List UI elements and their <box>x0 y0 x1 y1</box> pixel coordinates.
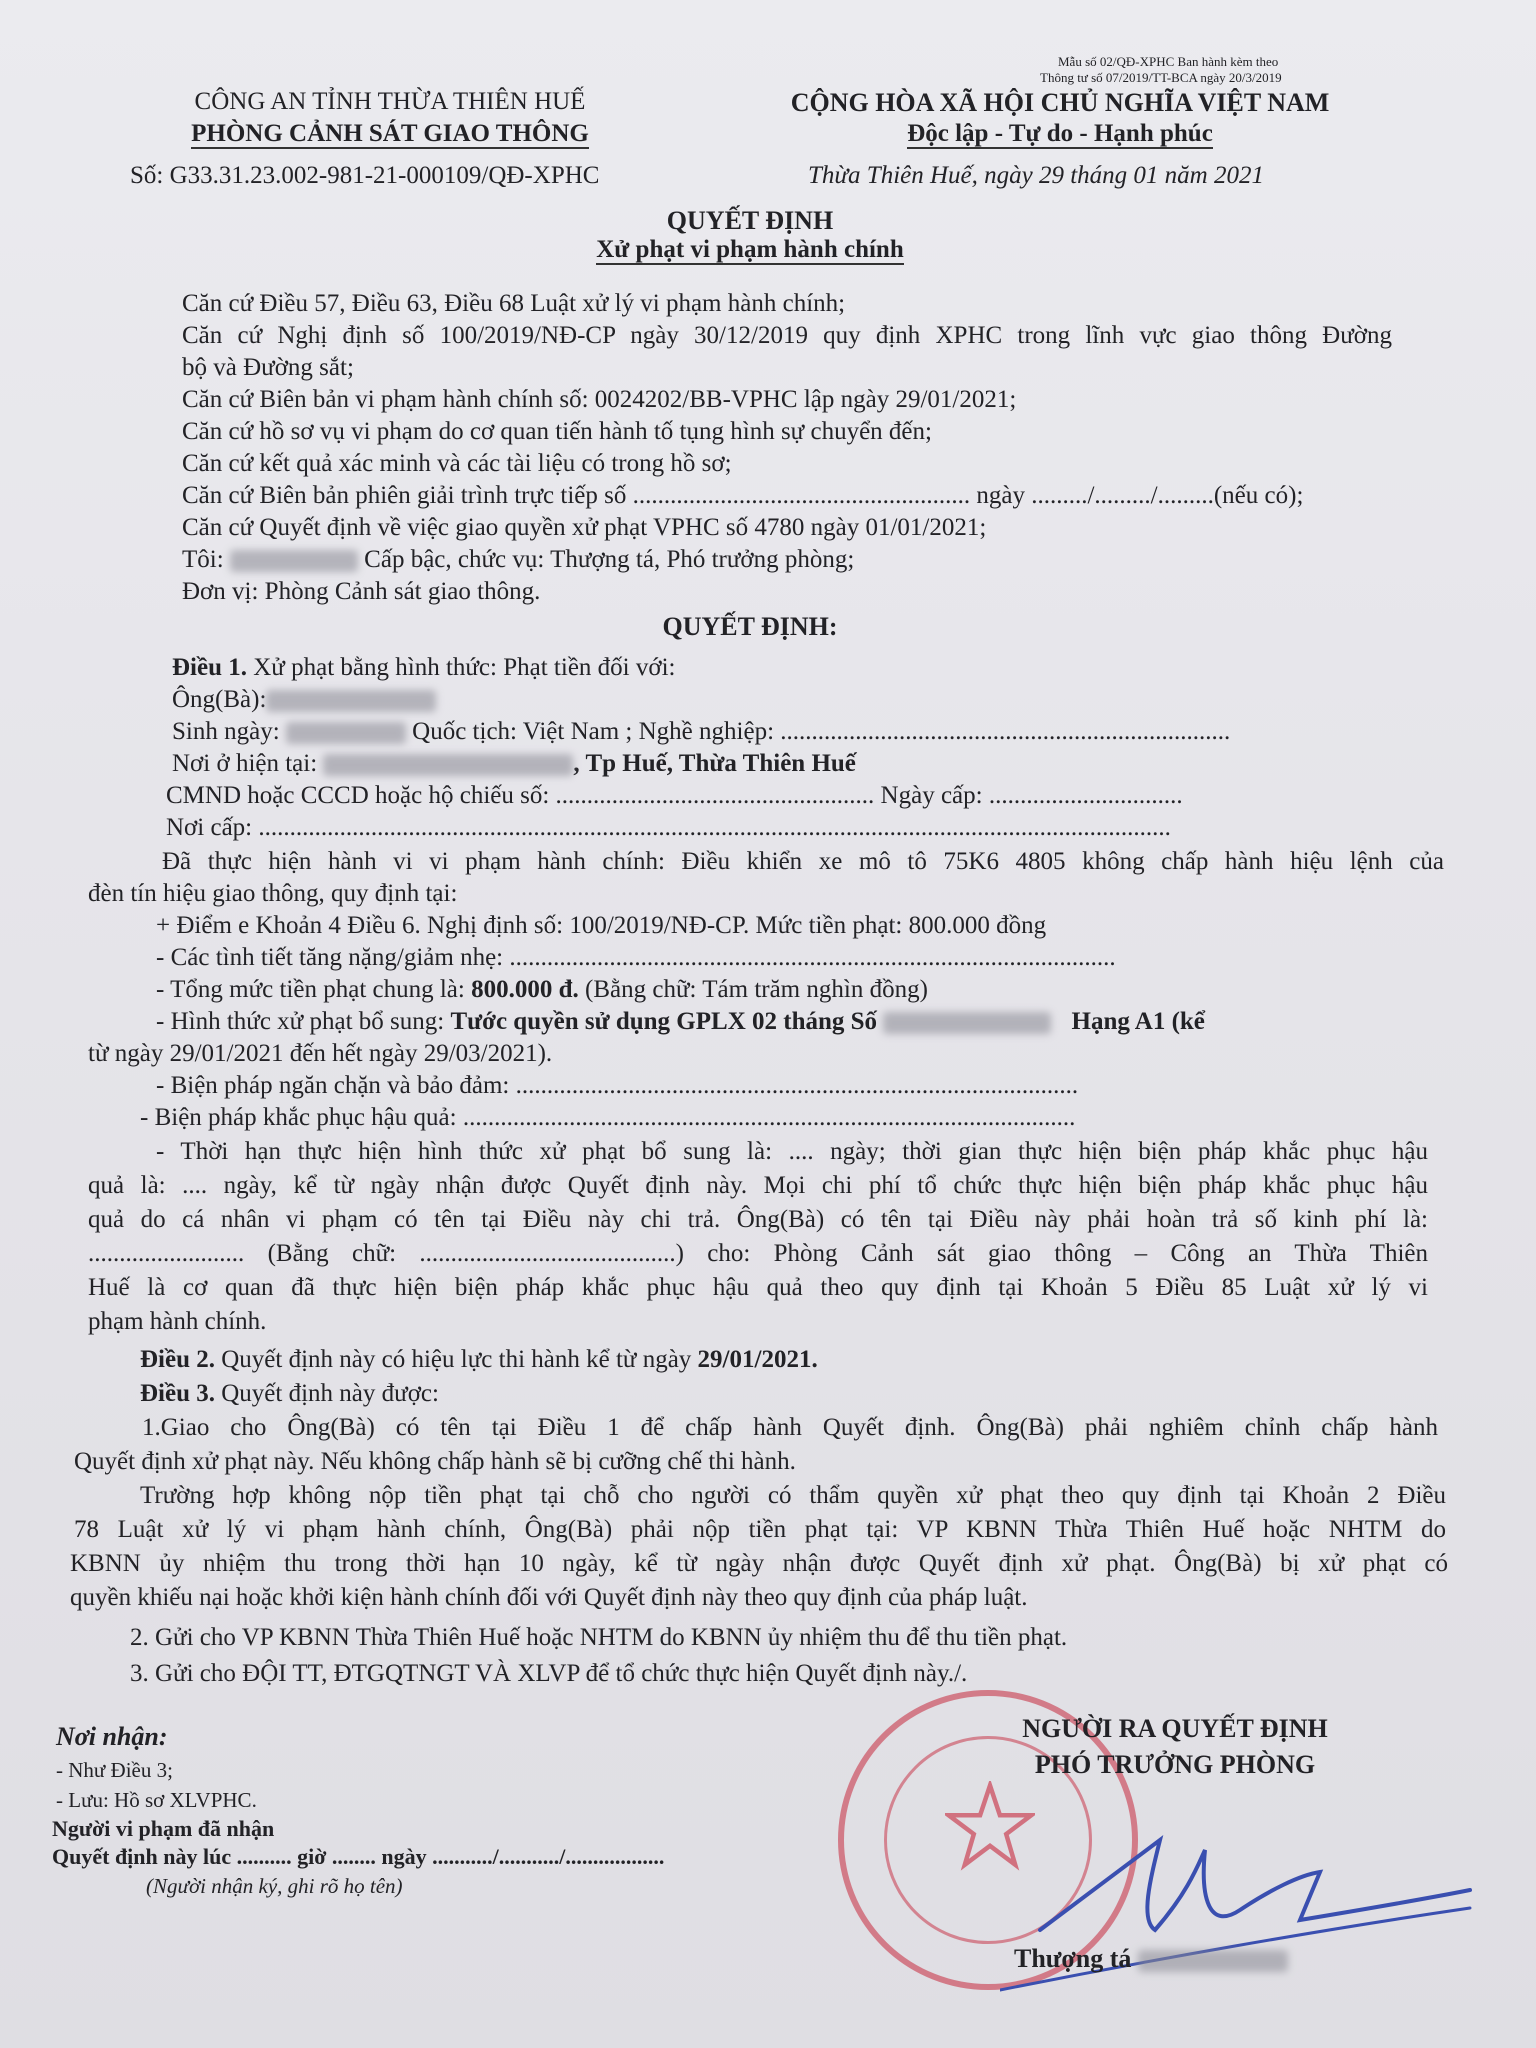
document-title: QUYẾT ĐỊNH <box>666 206 834 235</box>
form-code-line1: Mẫu số 02/QĐ-XPHC Ban hành kèm theo <box>1058 54 1279 69</box>
form-code-line2: Thông tư số 07/2019/TT-BCA ngày 20/3/2019 <box>1040 70 1282 85</box>
basis-line: Căn cứ Điều 57, Điều 63, Điều 68 Luật xử lý vi phạm hành chính; <box>182 290 846 317</box>
deadline-text: quả là: .... ngày, kể từ ngày nhận được Quyết định này. Mọi chi phí tổ chức thực hiện biện pháp khắc phục hậu <box>88 1172 1428 1199</box>
basis-line: Căn cứ Quyết định về việc giao quyền xử phạt VPHC số 4780 ngày 01/01/2021; <box>182 514 987 541</box>
article-3-item: 78 Luật xử lý vi phạm hành chính, Ông(Bà) phải nộp tiền phạt tại: VP KBNN Thừa Thiên Huế hoặc NHTM do <box>74 1516 1446 1543</box>
agency-name: PHÒNG CẢNH SÁT GIAO THÔNG <box>191 120 589 147</box>
basis-line: Căn cứ Biên bản phiên giải trình trực tiếp số ...................................................... ngày ........./........./.........(nếu có); <box>182 482 1304 509</box>
redacted-name <box>1138 1950 1288 1972</box>
violated-rule: + Điểm e Khoản 4 Điều 6. Nghị định số: 100/2019/NĐ-CP. Mức tiền phạt: 800.000 đồng <box>156 912 1047 939</box>
article-3-item: 1.Giao cho Ông(Bà) có tên tại Điều 1 để chấp hành Quyết định. Ông(Bà) phải nghiêm chỉnh chấp hành <box>142 1414 1438 1441</box>
violation-text: đèn tín hiệu giao thông, quy định tại: <box>88 880 458 907</box>
article-1-intro: Điều 1. Xử phạt bằng hình thức: Phạt tiền đối với: <box>172 654 676 681</box>
article-3-item: Trường hợp không nộp tiền phạt tại chỗ cho người có thẩm quyền xử phạt theo quy định tại Khoản 2 Điều <box>140 1482 1446 1509</box>
signer-title: NGƯỜI RA QUYẾT ĐỊNH <box>1022 1714 1328 1743</box>
decision-number: Số: G33.31.23.002-981-21-000109/QĐ-XPHC <box>130 162 600 189</box>
redacted-license-number <box>883 1012 1051 1034</box>
recipient-item: - Như Điều 3; <box>56 1758 173 1782</box>
signer-line: Tôi: Cấp bậc, chức vụ: Thượng tá, Phó trưởng phòng; <box>182 546 855 573</box>
violation-text: Đã thực hiện hành vi vi phạm hành chính: Điều khiển xe mô tô 75K6 4805 không chấp hành hiệu lệnh của <box>162 848 1444 875</box>
basis-line: Căn cứ kết quả xác minh và các tài liệu có trong hồ sơ; <box>182 450 732 477</box>
unit-line: Đơn vị: Phòng Cảnh sát giao thông. <box>182 578 541 605</box>
receipt-note: Người vi phạm đã nhận <box>52 1816 275 1841</box>
redacted-name <box>230 550 358 572</box>
article-3-intro: Điều 3. Quyết định này được: <box>140 1380 439 1407</box>
total-fine-line: - Tổng mức tiền phạt chung là: 800.000 đ. (Bằng chữ: Tám trăm nghìn đồng) <box>156 976 928 1003</box>
prevention-measure: - Biện pháp ngăn chặn và bảo đảm: .......................................................................................... <box>156 1072 1079 1099</box>
basis-line: bộ và Đường sắt; <box>182 354 354 381</box>
decision-heading: QUYẾT ĐỊNH: <box>662 612 838 641</box>
residence-line: Nơi ở hiện tại: , Tp Huế, Thừa Thiên Huế <box>172 750 856 777</box>
birth-nationality-line: Sinh ngày: Quốc tịch: Việt Nam ; Nghề nghiệp: ........................................................................ <box>172 718 1231 745</box>
receipt-note: (Người nhận ký, ghi rõ họ tên) <box>146 1874 403 1898</box>
remedy-measure: - Biện pháp khắc phục hậu quả: .................................................................................................. <box>140 1104 1076 1131</box>
basis-line: Căn cứ Biên bản vi phạm hành chính số: 0024202/BB-VPHC lập ngày 29/01/2021; <box>182 386 1017 413</box>
national-motto: Độc lập - Tự do - Hạnh phúc <box>907 120 1213 147</box>
issue-place-line: Nơi cấp: .................................................................................................................................................. <box>166 814 1171 841</box>
redacted-name <box>266 690 436 712</box>
basis-line: Căn cứ hồ sơ vụ vi phạm do cơ quan tiến hành tố tụng hình sự chuyển đến; <box>182 418 932 445</box>
signer-name-line: Thượng tá <box>1014 1944 1288 1974</box>
article-3-item: quyền khiếu nại hoặc khởi kiện hành chính đối với Quyết định này theo quy định của pháp luật. <box>70 1584 1028 1611</box>
deadline-text: ......................... (Bằng chữ: .........................................) cho: Phòng Cảnh sát giao thông – Công an Thừa Thiên <box>88 1240 1428 1267</box>
article-3-item: Quyết định xử phạt này. Nếu không chấp hành sẽ bị cưỡng chế thi hành. <box>74 1448 796 1475</box>
place-date: Thừa Thiên Huế, ngày 29 tháng 01 năm 2021 <box>808 162 1264 189</box>
receipt-note: Quyết định này lúc .......... giờ ........ ngày .........../.........../.................. <box>52 1844 665 1869</box>
article-3-item: 2. Gửi cho VP KBNN Thừa Thiên Huế hoặc NHTM do KBNN ủy nhiệm thu để thu tiền phạt. <box>130 1624 1068 1651</box>
redacted-birthdate <box>286 722 406 744</box>
article-2: Điều 2. Quyết định này có hiệu lực thi hành kể từ ngày 29/01/2021. <box>140 1346 818 1373</box>
deadline-text: - Thời hạn thực hiện hình thức xử phạt bổ sung là: .... ngày; thời gian thực hiện biện pháp khắc phục hậu <box>156 1138 1428 1165</box>
deadline-text: Huế là cơ quan đã thực hiện biện pháp khắc phục hậu quả theo quy định tại Khoản 5 Điều 85 Luật xử lý vi <box>88 1274 1428 1301</box>
document-subtitle: Xử phạt vi phạm hành chính <box>596 236 904 263</box>
additional-penalty-period: từ ngày 29/01/2021 đến hết ngày 29/03/2021). <box>88 1040 553 1067</box>
circumstances-line: - Các tình tiết tăng nặng/giảm nhẹ: ................................................................................................. <box>156 944 1116 971</box>
signer-position: PHÓ TRƯỞNG PHÒNG <box>1034 1750 1316 1779</box>
id-card-line: CMND hoặc CCCD hoặc hộ chiếu số: ................................................... Ngày cấp: ............................... <box>166 782 1183 809</box>
country-name: CỘNG HÒA XÃ HỘI CHỦ NGHĨA VIỆT NAM <box>790 88 1330 117</box>
redacted-address <box>323 754 573 776</box>
additional-penalty-line: - Hình thức xử phạt bổ sung: Tước quyền sử dụng GPLX 02 tháng Số Hạng A1 (kể <box>156 1008 1205 1035</box>
offender-name-line: Ông(Bà): <box>172 686 436 714</box>
article-3-item: 3. Gửi cho ĐỘI TT, ĐTGQTNGT VÀ XLVP để tổ chức thực hiện Quyết định này./. <box>130 1660 968 1687</box>
recipient-item: - Lưu: Hồ sơ XLVPHC. <box>56 1788 257 1812</box>
recipients-title: Nơi nhận: <box>56 1722 168 1751</box>
deadline-text: phạm hành chính. <box>88 1308 267 1335</box>
article-3-item: KBNN ủy nhiệm thu trong thời hạn 10 ngày, kể từ ngày nhận được Quyết định xử phạt. Ông(Bà) bị xử phạt có <box>70 1550 1448 1577</box>
deadline-text: quả do cá nhân vi phạm có tên tại Điều này chi trả. Ông(Bà) có tên tại Điều này phải hoàn trả số kinh phí là: <box>88 1206 1428 1233</box>
basis-line: Căn cứ Nghị định số 100/2019/NĐ-CP ngày 30/12/2019 quy định XPHC trong lĩnh vực giao thông Đường <box>182 322 1392 349</box>
agency-parent: CÔNG AN TỈNH THỪA THIÊN HUẾ <box>194 88 586 115</box>
